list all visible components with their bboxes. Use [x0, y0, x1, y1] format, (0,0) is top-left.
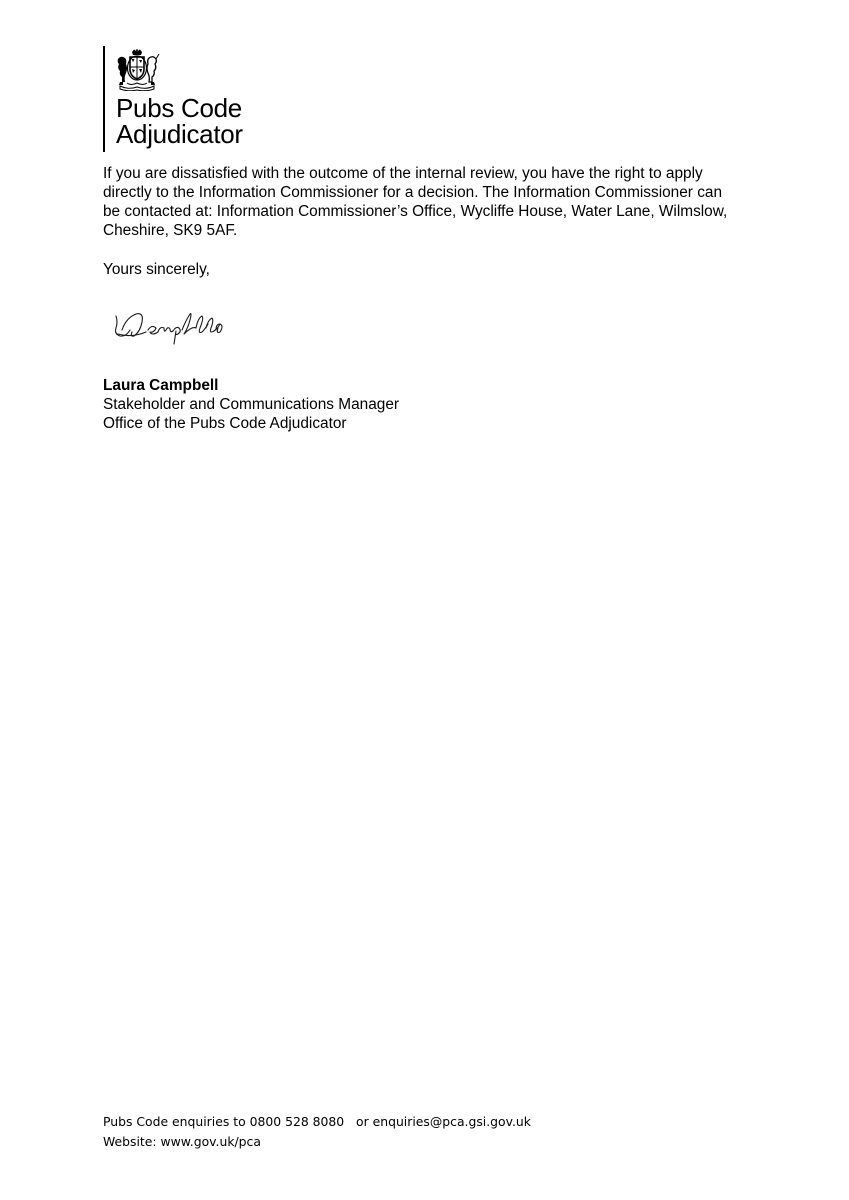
signatory-title: Stakeholder and Communications Manager — [103, 396, 400, 413]
organisation-logo — [103, 46, 303, 152]
logo-divider — [103, 46, 105, 152]
footer-website: Website: www.gov.uk/pca — [103, 1134, 261, 1149]
signatory-block — [103, 376, 399, 433]
signatory-office: Office of the Pubs Code Adjudicator — [103, 415, 347, 432]
handwritten-signature — [112, 300, 242, 350]
letter-paragraph: If you are dissatisfied with the outcome of the internal review, you have the right to apply directly to the Information Commissioner for a decision. The Information Commissioner can be contacted at: Information Commissioner’s Office, Wycliffe House, Water Lane, Wilmslow, Cheshire, SK9 5AF. — [103, 165, 728, 239]
royal-coat-of-arms-icon — [114, 49, 160, 91]
letter-body — [103, 164, 743, 279]
organisation-name-line-1: Pubs Code — [116, 93, 242, 123]
page-footer — [103, 1112, 531, 1152]
letter-closing: Yours sincerely, — [103, 261, 210, 278]
organisation-name — [116, 95, 243, 147]
organisation-name-line-2: Adjudicator — [116, 119, 243, 149]
signatory-name: Laura Campbell — [103, 377, 219, 394]
footer-enquiries: Pubs Code enquiries to 0800 528 8080 or enquiries@pca.gsi.gov.uk — [103, 1114, 531, 1129]
